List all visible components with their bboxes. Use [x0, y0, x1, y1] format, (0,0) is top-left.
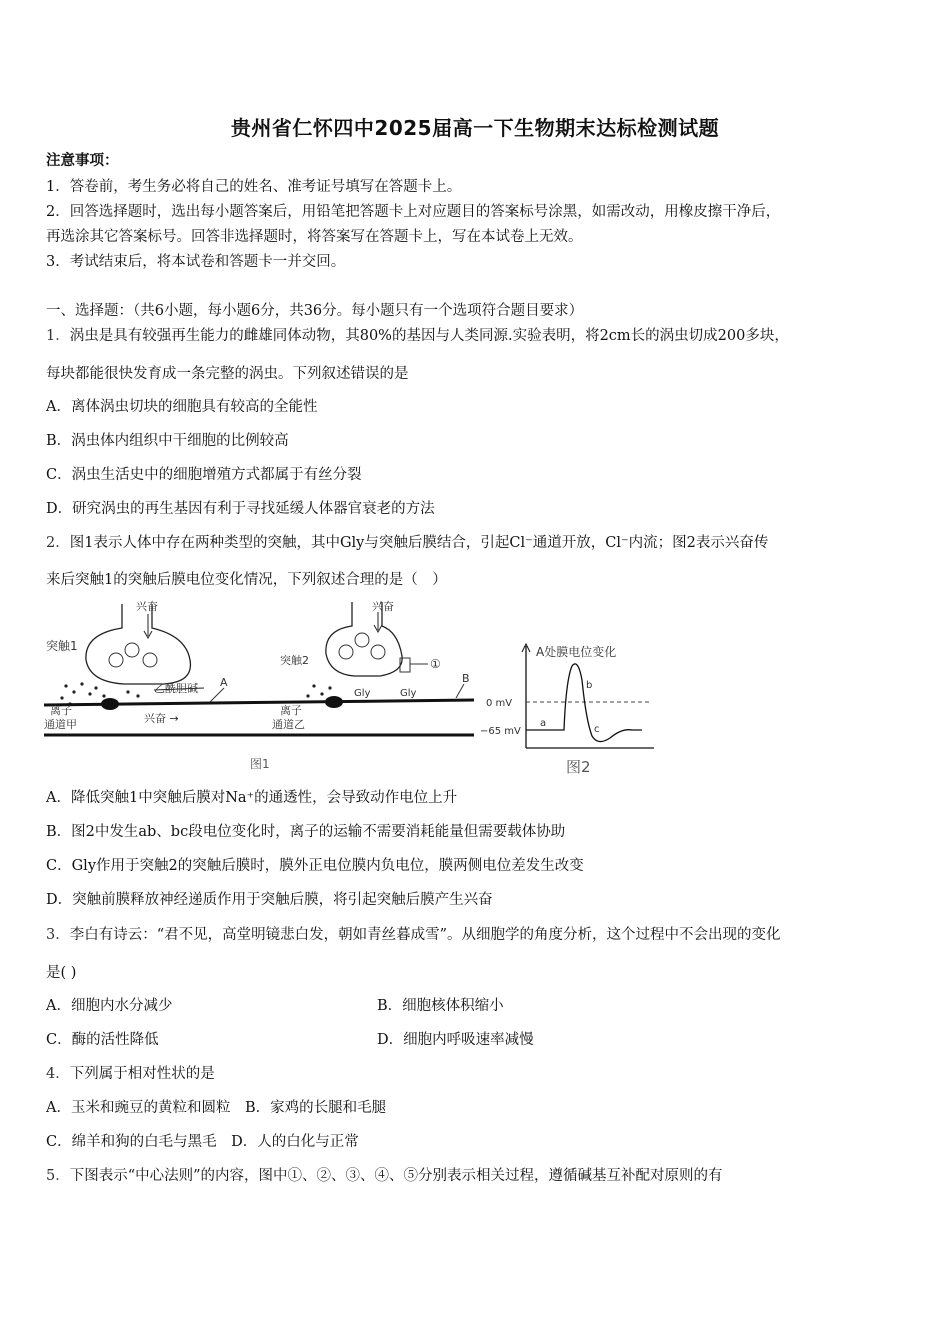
- vesicle: [143, 653, 157, 667]
- tick-label-0mv: 0 mV: [486, 698, 513, 709]
- q4-options-cd: C．绵羊和狗的白毛与黑毛 D．人的白化与正常: [46, 1134, 359, 1150]
- ion-channel-b: [325, 696, 343, 708]
- q1-option-c: C．涡虫生活史中的细胞增殖方式都属于有丝分裂: [46, 467, 362, 483]
- question-1-stem: [46, 326, 789, 346]
- vesicle: [371, 645, 385, 659]
- question-number: 1．: [46, 328, 70, 344]
- label-a-pointer: [210, 688, 224, 702]
- question-text: 图1表示人体中存在两种类型的突触，其中Gly与突触后膜结合，引起Cl⁻通道开放，Cl⁻内流；图2表示兴奋传: [69, 535, 769, 551]
- figure-2-membrane-potential-chart: [480, 640, 660, 780]
- q2-option-b: B．图2中发生ab、bc段电位变化时，离子的运输不需要消耗能量但需要载体协助: [46, 824, 566, 840]
- question-3-stem: [46, 925, 781, 945]
- ion-channel-b-label: 离子: [280, 704, 302, 717]
- q3-option-b: B．细胞核体积缩小: [377, 998, 504, 1014]
- segment-b: b: [586, 680, 593, 691]
- excite-label-1: 兴奋: [136, 600, 158, 613]
- figure-1-caption: 图1: [250, 757, 270, 771]
- question-text: 李白有诗云：“君不见，高堂明镜悲白发，朝如青丝暮成雪”。从细胞学的角度分析，这个过程中不会出现的变化: [69, 927, 781, 943]
- potential-curve: [526, 664, 642, 742]
- q2-option-a: A．降低突触1中突触后膜对Na⁺的通透性，会导致动作电位上升: [46, 790, 458, 806]
- page-title: 贵州省仁怀四中2025届高一下生物期末达标检测试题: [230, 116, 720, 140]
- excite-label-2: 兴奋: [372, 600, 394, 613]
- ion-channel-a-label-2: 通道甲: [44, 718, 77, 731]
- question-number: 4．: [46, 1066, 70, 1082]
- question-text: 下图表示“中心法则”的内容，图中①、②、③、④、⑤分别表示相关过程，遵循碱基互补配对原则的有: [69, 1168, 723, 1184]
- ion-channel-a: [101, 698, 119, 710]
- synapse-2-label: 突触2: [280, 654, 309, 667]
- question-text: 涡虫是具有较强再生能力的雌雄同体动物，其80%的基因与人类同源.实验表明，将2cm长的涡虫切成200多块，: [69, 328, 789, 344]
- gly-label-1: Gly: [354, 688, 371, 699]
- question-number: 5．: [46, 1168, 70, 1184]
- q1-option-d: D．研究涡虫的再生基因有利于寻找延缓人体器官衰老的方法: [46, 501, 435, 517]
- question-number: 3．: [46, 927, 70, 943]
- synapse-1-label: 突触1: [46, 639, 78, 653]
- question-5-stem: [46, 1166, 723, 1186]
- process-1-label: ①: [430, 657, 441, 671]
- vesicle: [339, 645, 353, 659]
- ion-channel-a-label: 离子: [50, 704, 72, 717]
- question-text: 下列属于相对性状的是: [69, 1066, 215, 1082]
- notice-heading: 注意事项：: [46, 152, 119, 169]
- figure-1-synapse-diagram: [44, 598, 480, 778]
- q1-option-b: B．涡虫体内组织中干细胞的比例较高: [46, 433, 289, 449]
- notice-item: 再选涂其它答案标号。回答非选择题时，将答案写在答题卡上，写在本试卷上无效。: [46, 229, 583, 245]
- gly-label-2: Gly: [400, 688, 417, 699]
- tick-label-rest: −65 mV: [480, 726, 521, 737]
- question-2-stem: [46, 533, 768, 553]
- label-b-pointer: [456, 684, 464, 698]
- section-heading: 一、选择题：（共6小题，每小题6分，共36分。每小题只有一个选项符合题目要求）: [46, 303, 584, 319]
- q1-option-a: A．离体涡虫切块的细胞具有较高的全能性: [46, 399, 318, 415]
- segment-c: c: [594, 724, 600, 735]
- conduction-direction: 兴奋 →: [144, 712, 179, 725]
- question-number: 2．: [46, 535, 70, 551]
- q3-option-c: C．酶的活性降低: [46, 1032, 159, 1048]
- label-b: B: [462, 672, 470, 685]
- question-4-stem: [46, 1064, 215, 1084]
- presynaptic-terminal-1: [86, 604, 191, 684]
- q2-option-c: C．Gly作用于突触2的突触后膜时，膜外正电位膜内负电位，膜两侧电位差发生改变: [46, 858, 584, 874]
- q4-options-ab: A．玉米和豌豆的黄粒和圆粒 B．家鸡的长腿和毛腿: [46, 1100, 387, 1116]
- vesicle: [125, 643, 139, 657]
- notice-item: 1．答卷前，考生务必将自己的姓名、准考证号填写在答题卡上。: [46, 179, 462, 195]
- notice-item: 3．考试结束后，将本试卷和答题卡一并交回。: [46, 254, 346, 270]
- ach-label: 乙酰胆碱: [154, 682, 198, 695]
- presynaptic-terminal-2: [326, 602, 402, 676]
- vesicle: [355, 633, 369, 647]
- vesicle: [109, 653, 123, 667]
- q2-option-d: D．突触前膜释放神经递质作用于突触后膜，将引起突触后膜产生兴奋: [46, 892, 493, 908]
- ion-channel-b-label-2: 通道乙: [272, 718, 305, 731]
- question-3-stem-cont: 是( ): [46, 965, 77, 981]
- q3-option-d: D．细胞内呼吸速率减慢: [377, 1032, 534, 1048]
- segment-a: a: [540, 718, 547, 729]
- chart-title: A处膜电位变化: [536, 645, 617, 659]
- q3-option-a: A．细胞内水分减少: [46, 998, 173, 1014]
- notice-item: 2．回答选择题时，选出每小题答案后，用铅笔把答题卡上对应题目的答案标号涂黑，如需改动，用橡皮擦干净后，: [46, 204, 781, 220]
- question-1-stem-cont: 每块都能很快发育成一条完整的涡虫。下列叙述错误的是: [46, 366, 409, 382]
- label-a: A: [220, 676, 228, 689]
- question-2-stem-cont: 来后突触1的突触后膜电位变化情况，下列叙述合理的是（ ）: [46, 572, 447, 588]
- figure-2-caption: 图2: [566, 758, 591, 776]
